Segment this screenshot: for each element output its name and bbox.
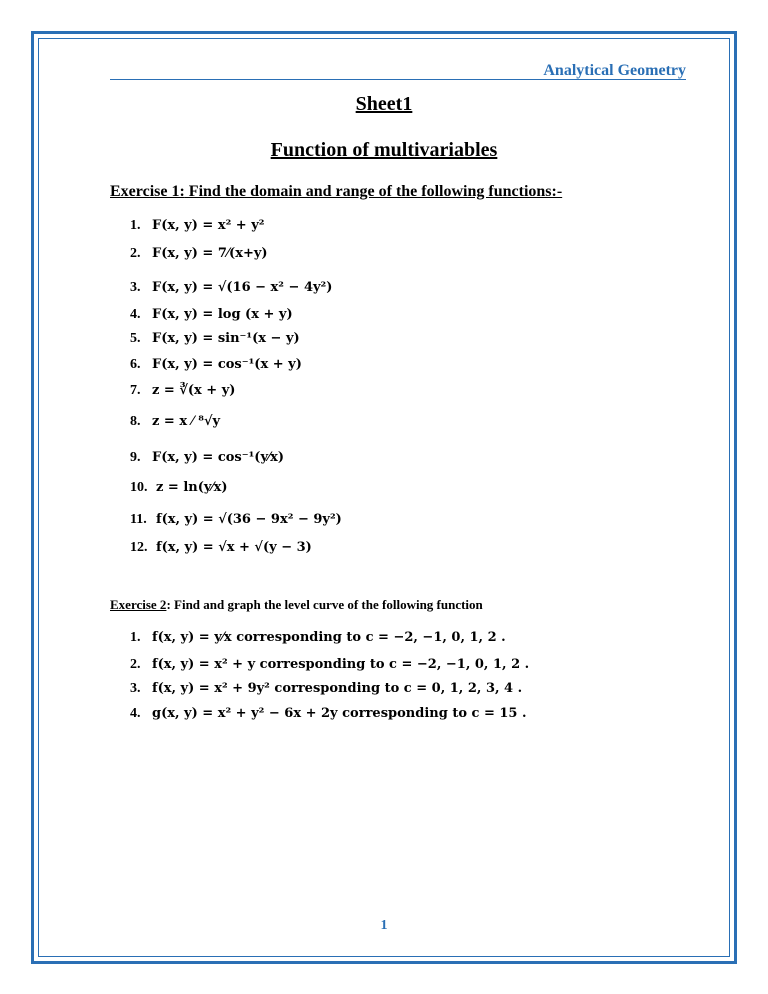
list-item: 3. F(x, y) = √(16 − x² − 4y²) [130,280,333,295]
list-item: 4. g(x, y) = x² + y² − 6x + 2y corresponding to c = 15 . [130,706,527,721]
exercise2-label: Exercise 2 [110,597,167,612]
list-item: 3. f(x, y) = x² + 9y² corresponding to c = 0, 1, 2, 3, 4 . [130,681,523,696]
list-item: 8. z = x ⁄ ⁸√y [130,414,221,429]
page-number: 1 [380,918,388,933]
exercise2-text: : Find and graph the level curve of the following function [166,597,483,612]
sheet-title: Sheet1 [355,93,413,115]
list-item: 9. F(x, y) = cos⁻¹(y⁄x) [130,450,285,465]
list-item: 11. f(x, y) = √(36 − 9x² − 9y²) [130,512,342,527]
list-item: 6. F(x, y) = cos⁻¹(x + y) [130,357,302,372]
exercise1-label: Exercise 1: [110,183,185,200]
list-item: 1. f(x, y) = y⁄x corresponding to c = −2, −1, 0, 1, 2 . [130,630,506,645]
header-title: Analytical Geometry [543,62,686,79]
list-item: 7. z = ∛(x + y) [130,383,236,398]
list-item: 10. z = ln(y⁄x) [130,480,228,495]
exercise2-heading [110,597,483,613]
subtitle: Function of multivariables [270,139,498,161]
page-header [110,60,686,80]
list-item: 1. F(x, y) = x² + y² [130,218,265,233]
list-item: 4. F(x, y) = log (x + y) [130,307,293,322]
list-item: 5. F(x, y) = sin⁻¹(x − y) [130,331,300,346]
exercise1-text: Find the domain and range of the following functions:- [184,183,563,200]
page-border-inner [38,38,730,957]
list-item: 2. f(x, y) = x² + y corresponding to c = −2, −1, 0, 1, 2 . [130,657,530,672]
list-item: 2. F(x, y) = 7⁄(x+y) [130,246,268,261]
list-item: 12. f(x, y) = √x + √(y − 3) [130,540,312,555]
exercise1-heading [110,183,562,201]
